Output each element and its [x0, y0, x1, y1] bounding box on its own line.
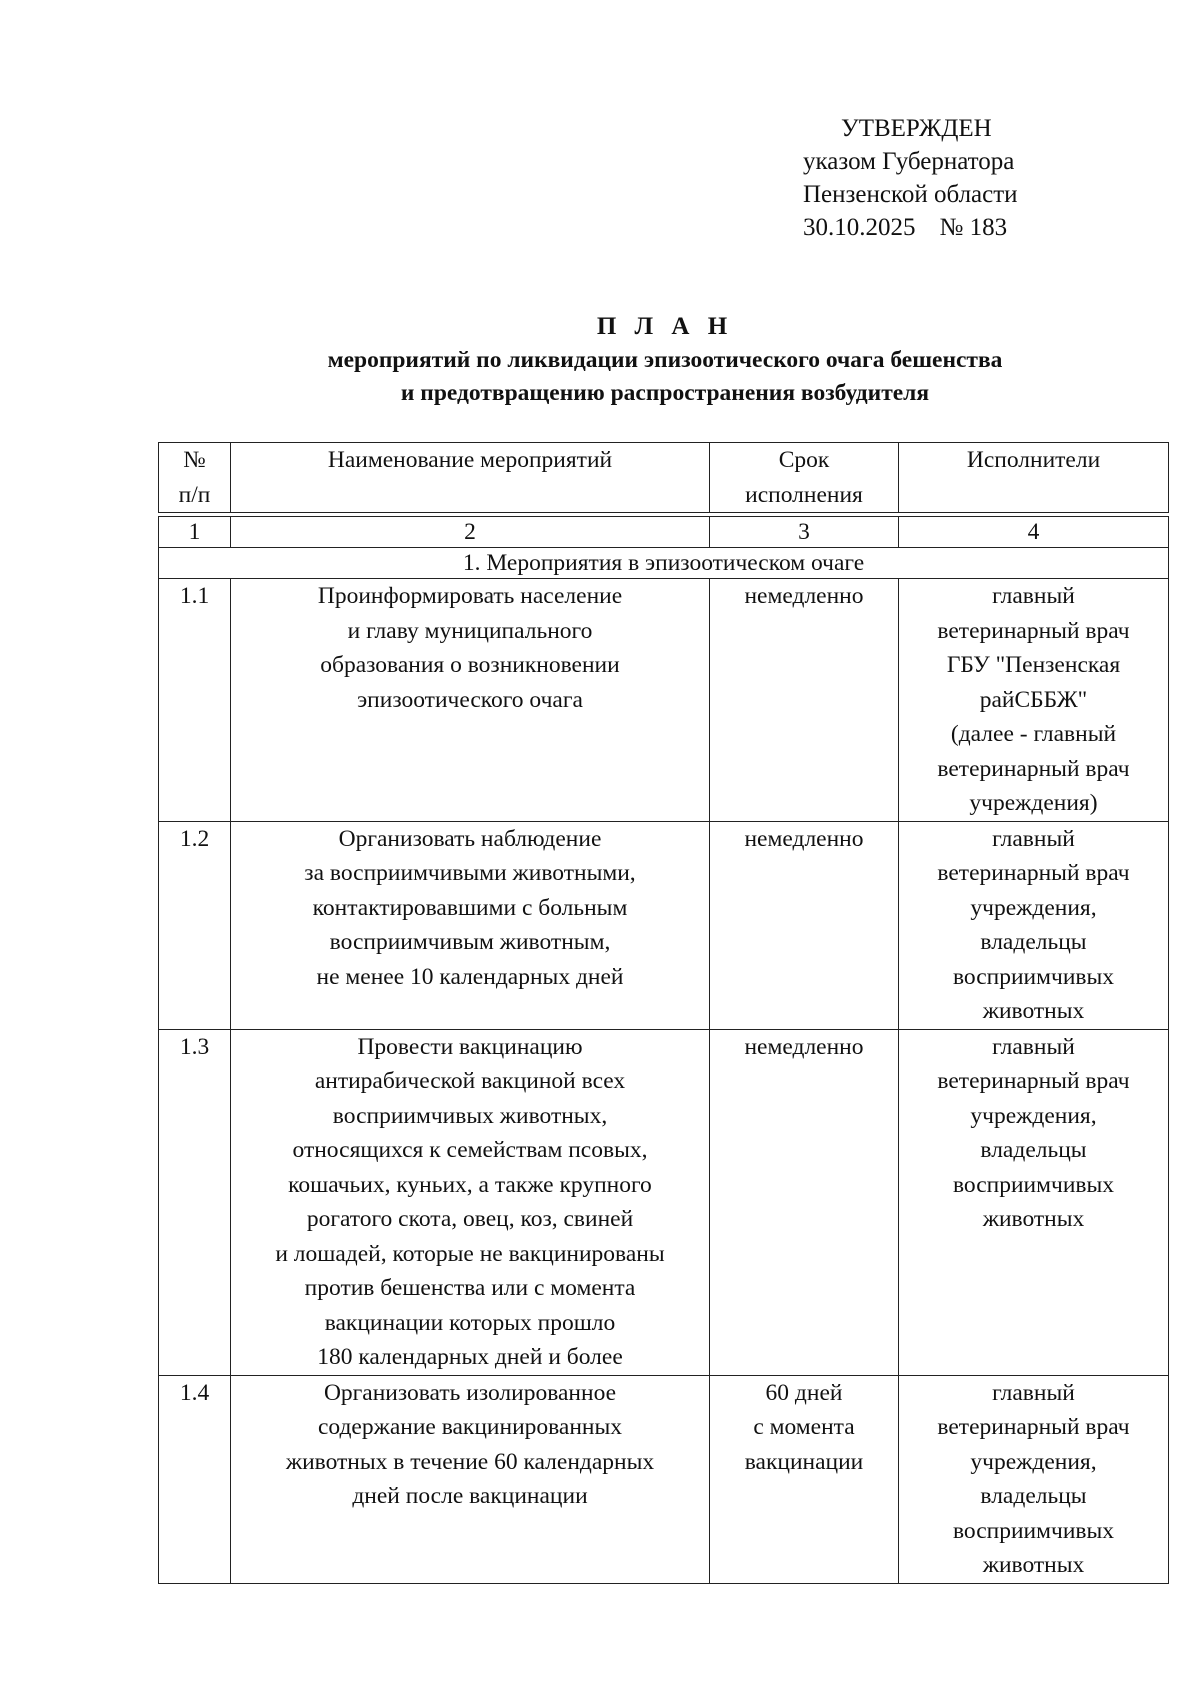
cell-line: 180 календарных дней и более: [317, 1344, 623, 1370]
cell-line: эпизоотического очага: [357, 686, 583, 713]
header-num: [159, 443, 231, 513]
document-subtitle: [130, 344, 1200, 410]
cell-line: не менее 10 календарных дней: [316, 963, 624, 990]
cell-line: ветеринарный врач: [937, 1414, 1130, 1440]
document-title: П Л А Н: [596, 313, 734, 340]
cell-line: владельцы: [980, 1483, 1087, 1509]
cell-line: животных: [982, 1206, 1085, 1232]
cell-line: ГБУ "Пензенская: [946, 652, 1121, 678]
cell-line: кошачьих, куньих, а также крупного: [288, 1171, 652, 1198]
cell-line: восприимчивых: [952, 1171, 1115, 1198]
cell-line: восприимчивых: [952, 963, 1115, 990]
row-term: [710, 579, 899, 822]
cell-line: с момента: [753, 1414, 855, 1440]
cell-line: дней после вакцинации: [352, 1483, 588, 1509]
section-row: [159, 548, 1169, 579]
cell-line: Исполнители: [966, 447, 1101, 473]
cell-line: содержание вакцинированных: [317, 1414, 623, 1440]
cell-line: контактировавшими с больным: [312, 894, 628, 921]
cell-line: райСББЖ": [979, 686, 1088, 713]
table-row: [159, 1029, 1169, 1375]
cell-line: №: [183, 447, 206, 473]
section-title: 1. Мероприятия в эпизоотическом очаге: [159, 548, 1169, 579]
cell-line: (далее - главный: [950, 721, 1117, 747]
cell-line: п/п: [178, 481, 211, 508]
row-num: 1.3: [159, 1029, 231, 1375]
cell-line: немедленно: [744, 1033, 864, 1060]
cell-line: вакцинации: [744, 1448, 864, 1475]
cell-line: главный: [992, 1379, 1075, 1406]
row-num: 1.4: [159, 1375, 231, 1583]
cell-line: владельцы: [980, 929, 1087, 955]
header-term: [710, 443, 899, 513]
header-name: [231, 443, 710, 513]
cell-line: восприимчивых животных,: [332, 1102, 608, 1129]
cell-line: 60 дней: [765, 1379, 843, 1406]
cell-line: главный: [992, 825, 1075, 852]
cell-line: учреждения): [969, 790, 1098, 816]
cell-line: Провести вакцинацию: [357, 1033, 583, 1060]
row-term: [710, 821, 899, 1029]
row-executors: [899, 579, 1169, 822]
cell-line: учреждения,: [970, 1102, 1097, 1129]
cell-line: главный: [992, 1033, 1075, 1060]
cell-line: против бешенства или с момента: [304, 1275, 636, 1301]
cell-line: немедленно: [744, 583, 864, 609]
cell-line: Наименование мероприятий: [327, 447, 613, 473]
table-row: [159, 579, 1169, 822]
cell-line: животных: [982, 1552, 1085, 1578]
column-number: 1: [159, 517, 231, 548]
row-term: [710, 1375, 899, 1583]
row-executors: [899, 1375, 1169, 1583]
approval-title: УТВЕРЖДЕН: [841, 115, 992, 142]
cell-line: восприимчивым животным,: [329, 929, 611, 955]
cell-line: Организовать изолированное: [323, 1379, 617, 1406]
column-number: 2: [231, 517, 710, 548]
cell-line: за восприимчивыми животными,: [304, 860, 636, 886]
table-row: [159, 1375, 1169, 1583]
column-numbers-row: [159, 517, 1169, 548]
cell-line: ветеринарный врач: [937, 617, 1130, 644]
cell-line: ветеринарный врач: [937, 860, 1130, 886]
column-number: 4: [899, 517, 1169, 548]
row-executors: [899, 1029, 1169, 1375]
row-num: 1.2: [159, 821, 231, 1029]
cell-line: исполнения: [745, 481, 863, 508]
row-executors: [899, 821, 1169, 1029]
document-heading: [130, 310, 1200, 410]
row-name: [231, 821, 710, 1029]
subtitle-line: мероприятий по ликвидации эпизоотического очага бешенства: [327, 347, 1003, 373]
approval-decree: указом Губернатора: [803, 148, 1015, 175]
cell-line: учреждения,: [970, 1448, 1097, 1475]
cell-line: ветеринарный врач: [937, 1068, 1130, 1094]
approval-number: № 183: [939, 214, 1008, 241]
approval-region: Пензенской области: [803, 181, 1018, 208]
row-name: [231, 579, 710, 822]
cell-line: немедленно: [744, 825, 864, 852]
column-number: 3: [710, 517, 899, 548]
cell-line: и лошадей, которые не вакцинированы: [275, 1240, 665, 1267]
approval-date-number: [803, 211, 1123, 244]
cell-line: Организовать наблюдение: [338, 825, 602, 852]
subtitle-line: и предотвращению распространения возбудителя: [400, 380, 930, 406]
cell-line: Проинформировать население: [317, 583, 623, 609]
cell-line: рогатого скота, овец, коз, свиней: [306, 1206, 634, 1232]
approval-stamp: [803, 112, 1123, 244]
cell-line: Срок: [778, 447, 830, 473]
cell-line: и главу муниципального: [347, 617, 593, 644]
cell-line: вакцинации которых прошло: [324, 1309, 616, 1336]
cell-line: относящихся к семействам псовых,: [292, 1137, 648, 1163]
header-executors: [899, 443, 1169, 513]
plan-table: [158, 442, 1169, 1584]
cell-line: образования о возникновении: [320, 652, 620, 678]
cell-line: антирабической вакциной всех: [314, 1068, 626, 1094]
cell-line: животных: [982, 998, 1085, 1024]
row-name: [231, 1375, 710, 1583]
table-row: [159, 821, 1169, 1029]
cell-line: учреждения,: [970, 894, 1097, 921]
cell-line: ветеринарный врач: [937, 755, 1130, 782]
table-header-row: [159, 443, 1169, 513]
row-term: [710, 1029, 899, 1375]
approval-date: 30.10.2025: [803, 214, 916, 241]
cell-line: животных в течение 60 календарных: [285, 1448, 655, 1475]
cell-line: владельцы: [980, 1137, 1087, 1163]
row-num: 1.1: [159, 579, 231, 822]
cell-line: главный: [992, 583, 1075, 609]
row-name: [231, 1029, 710, 1375]
cell-line: восприимчивых: [952, 1517, 1115, 1544]
